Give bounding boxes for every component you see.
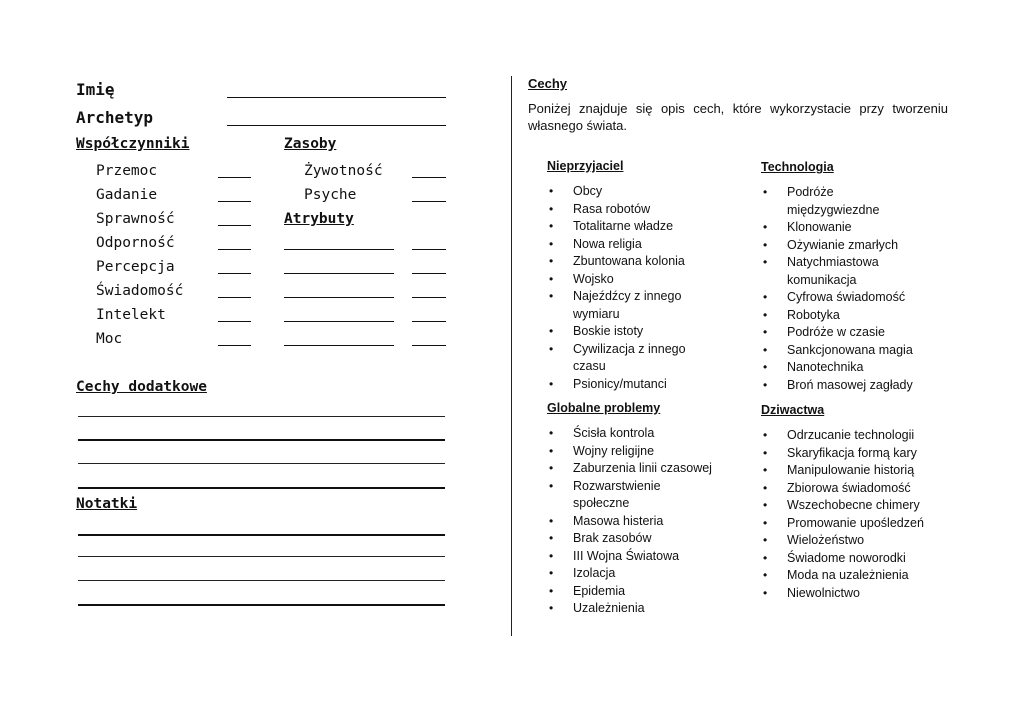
coefficients-heading: Współczynniki: [76, 136, 190, 152]
list-item: • Promowanie upośledzeń: [761, 515, 941, 533]
coefficient-label: Sprawność: [96, 211, 175, 227]
coefficient-label: Percepcja: [96, 259, 175, 275]
list-item: • Obcy: [547, 183, 727, 201]
list-item: • Psionicy/mutanci: [547, 376, 727, 394]
list-item: • Świadome noworodki: [761, 550, 941, 568]
extra-traits-heading: Cechy dodatkowe: [76, 379, 207, 395]
list-item: • III Wojna Światowa: [547, 548, 727, 566]
list-item: • Nowa religia: [547, 236, 727, 254]
list-item: • Rozwarstwienie społeczne: [547, 478, 703, 513]
list-item: • Rasa robotów: [547, 201, 727, 219]
coefficient-value-field[interactable]: [218, 345, 251, 346]
traits-title: Cechy: [528, 76, 568, 91]
attribute-name-field[interactable]: [284, 345, 394, 346]
enemy-heading: Nieprzyjaciel: [547, 159, 624, 173]
attribute-name-field[interactable]: [284, 273, 394, 274]
list-item: • Odrzucanie technologii: [761, 427, 941, 445]
notes-heading: Notatki: [76, 496, 138, 512]
coefficient-value-field[interactable]: [218, 177, 251, 178]
list-item: • Klonowanie: [761, 219, 941, 237]
list-item: • Wielożeństwo: [761, 532, 941, 550]
list-item: • Podróże w czasie: [761, 324, 941, 342]
attribute-value-field[interactable]: [412, 273, 446, 274]
name-field[interactable]: [227, 97, 446, 98]
list-item: • Natychmiastowa komunikacja: [761, 254, 897, 289]
list-item: • Nanotechnika: [761, 359, 941, 377]
resource-value-field[interactable]: [412, 201, 446, 202]
resources-heading: Zasoby: [284, 136, 337, 152]
list-item: • Broń masowej zagłady: [761, 377, 941, 395]
list-item: • Wojny religijne: [547, 443, 727, 461]
coefficient-label: Intelekt: [96, 307, 166, 323]
traits-column-left: [547, 159, 727, 618]
attribute-name-field[interactable]: [284, 297, 394, 298]
enemy-list: [547, 183, 727, 393]
list-item: • Ożywianie zmarłych: [761, 237, 941, 255]
attribute-value-field[interactable]: [412, 249, 446, 250]
list-item: • Moda na uzależnienia: [761, 567, 941, 585]
global-problems-list: [547, 425, 727, 618]
list-item: • Zbuntowana kolonia: [547, 253, 727, 271]
coefficient-label: Przemoc: [96, 163, 158, 179]
coefficient-label: Odporność: [96, 235, 175, 251]
archetype-label: Archetyp: [76, 108, 154, 127]
extra-traits-line[interactable]: [78, 487, 445, 489]
coefficient-value-field[interactable]: [218, 225, 251, 226]
list-item: • Wojsko: [547, 271, 727, 289]
list-item: • Izolacja: [547, 565, 727, 583]
attribute-name-field[interactable]: [284, 321, 394, 322]
notes-line[interactable]: [78, 580, 445, 581]
technology-heading: Technologia: [761, 160, 834, 174]
extra-traits-line[interactable]: [78, 439, 445, 441]
list-item: • Cyfrowa świadomość: [761, 289, 941, 307]
attribute-value-field[interactable]: [412, 345, 446, 346]
coefficient-label: Gadanie: [96, 187, 158, 203]
coefficient-label: Moc: [96, 331, 123, 347]
list-item: • Masowa histeria: [547, 513, 727, 531]
list-item: • Brak zasobów: [547, 530, 727, 548]
list-item: • Zaburzenia linii czasowej: [547, 460, 727, 478]
technology-list: [761, 184, 941, 394]
global-problems-heading: Globalne problemy: [547, 401, 661, 415]
coefficient-value-field[interactable]: [218, 297, 251, 298]
list-item: • Podróże międzygwiezdne: [761, 184, 897, 219]
archetype-field[interactable]: [227, 125, 446, 126]
list-item: • Zbiorowa świadomość: [761, 480, 941, 498]
list-item: • Manipulowanie historią: [761, 462, 941, 480]
list-item: • Boskie istoty: [547, 323, 727, 341]
attributes-heading: Atrybuty: [284, 211, 354, 227]
coefficient-value-field[interactable]: [218, 321, 251, 322]
list-item: • Niewolnictwo: [761, 585, 941, 603]
coefficient-label: Świadomość: [96, 283, 184, 299]
notes-line[interactable]: [78, 604, 445, 606]
resource-label: Psyche: [304, 187, 357, 203]
list-item: • Epidemia: [547, 583, 727, 601]
notes-line[interactable]: [78, 534, 445, 536]
attribute-value-field[interactable]: [412, 321, 446, 322]
list-item: • Cywilizacja z innego czasu: [547, 341, 713, 376]
attribute-name-field[interactable]: [284, 249, 394, 250]
oddities-list: [761, 427, 941, 602]
extra-traits-line[interactable]: [78, 416, 445, 417]
coefficient-value-field[interactable]: [218, 249, 251, 250]
page-divider: [511, 76, 512, 636]
notes-line[interactable]: [78, 556, 445, 557]
traits-description: Poniżej znajduje się opis cech, które wykorzystacie przy tworzeniu własnego świata.: [528, 101, 948, 133]
coefficient-value-field[interactable]: [218, 201, 251, 202]
resource-value-field[interactable]: [412, 177, 446, 178]
list-item: • Sankcjonowana magia: [761, 342, 941, 360]
attribute-value-field[interactable]: [412, 297, 446, 298]
list-item: • Totalitarne władze: [547, 218, 727, 236]
resource-label: Żywotność: [304, 163, 383, 179]
list-item: • Uzależnienia: [547, 600, 727, 618]
list-item: • Ścisła kontrola: [547, 425, 727, 443]
list-item: • Skaryfikacja formą kary: [761, 445, 941, 463]
oddities-heading: Dziwactwa: [761, 403, 825, 417]
list-item: • Robotyka: [761, 307, 941, 325]
name-label: Imię: [76, 80, 115, 99]
list-item: • Najeźdźcy z innego wymiaru: [547, 288, 703, 323]
coefficient-value-field[interactable]: [218, 273, 251, 274]
list-item: • Wszechobecne chimery: [761, 497, 941, 515]
traits-column-right: [761, 160, 941, 602]
extra-traits-line[interactable]: [78, 463, 445, 464]
